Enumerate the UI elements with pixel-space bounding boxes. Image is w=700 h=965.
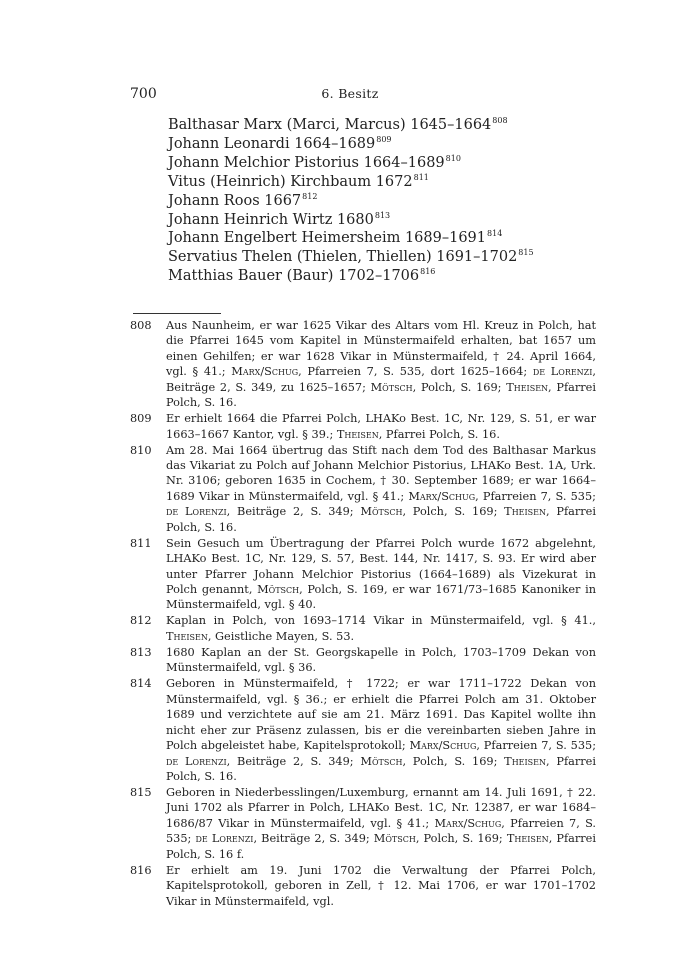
author-name: Mötsch xyxy=(373,832,416,846)
footnote-ref[interactable]: 810 xyxy=(445,153,461,163)
footnote-text xyxy=(166,785,596,862)
footnote-text xyxy=(166,536,596,613)
author-name: Mötsch xyxy=(370,380,413,394)
footnote-text xyxy=(166,318,596,410)
running-head: 6. Besitz xyxy=(321,86,379,101)
footnote-number: 808 xyxy=(130,319,152,332)
author-name: Theisen xyxy=(504,505,546,519)
author-name: Theisen xyxy=(336,427,379,441)
pastor-list xyxy=(168,116,534,286)
list-item-text: Johann Roos 1667 xyxy=(168,192,302,209)
author-name: Theisen xyxy=(166,629,208,643)
footnote-segment: , Polch, S. 169; xyxy=(412,380,507,394)
footnote xyxy=(128,536,596,613)
footnote-segment: , Pfarrei Polch, S. 16. xyxy=(166,505,596,534)
footnote-segment: Geboren in Münstermaifeld, † 1722; er war 1711–1722 Dekan von Münstermaifeld, vgl. § 36.; er erhielt die Pfarrei Polch am 31. Oktober 1689 und verzichtete auf sie am 21. März 1691. Das Kapitel wollte ihn nicht eher zur Präsenz zulassen, bis er die vereinbarten sieben Jahre in Polch abgeleistet habe, Kapitelsprotokoll; xyxy=(166,677,596,753)
footnote-text xyxy=(166,443,596,535)
footnote-segment: Am 28. Mai 1664 übertrug das Stift nach dem Tod des Balthasar Markus das Vikariat zu Polch auf Johann Melchior Pistorius, LHAKo Best. 1A, Urk. Nr. 3106; geboren 1635 in Cochem, † 30. September 1689; er war 1664–1689 Vikar in Münstermaifeld, vgl. § 41.; xyxy=(166,443,596,503)
footnote-segment: , Pfarreien 7, S. 535; xyxy=(475,489,596,503)
footnote-ref[interactable]: 808 xyxy=(492,116,508,125)
footnote-segment: Geboren in Niederbesslingen/Luxemburg, ernannt am 14. Juli 1691, † 22. Juni 1702 als Pfarrer in Polch, LHAKo Best. 1C, Nr. 12387, er war 1684–1686/87 Vikar in Münstermaifeld, vgl. § 41.; xyxy=(166,786,596,830)
footnote-number: 810 xyxy=(130,443,152,457)
list-item xyxy=(168,248,534,267)
footnote-segment: , Pfarrei Polch, S. 16. xyxy=(378,427,500,441)
list-item xyxy=(168,229,534,248)
footnote-segment: , Beiträge 2, S. 349, zu 1625–1657; xyxy=(166,365,596,394)
footnote-segment: , Beiträge 2, S. 349; xyxy=(226,754,361,768)
list-item xyxy=(168,267,534,286)
footnote-ref[interactable]: 814 xyxy=(487,229,503,239)
footnote-number: 813 xyxy=(130,645,152,659)
footnote-segment: , Polch, S. 169; xyxy=(402,754,505,768)
author-name: Marx/Schug xyxy=(434,816,502,830)
footnote-separator xyxy=(133,313,221,314)
footnotes xyxy=(128,318,596,910)
footnote-text xyxy=(166,613,596,644)
list-item-text: Johann Melchior Pistorius 1664–1689 xyxy=(168,154,445,171)
footnote-segment: Er erhielt 1664 die Pfarrei Polch, LHAKo Best. 1C, Nr. 129, S. 51, er war 1663–1667 Kantor, vgl. § 39.; xyxy=(166,412,596,441)
footnote-text xyxy=(166,645,596,676)
footnote-segment: , Beiträge 2, S. 349; xyxy=(226,505,361,519)
list-item xyxy=(168,211,534,230)
author-name: Marx/Schug xyxy=(408,489,476,503)
footnote-segment: 1680 Kaplan an der St. Georgskapelle in Polch, 1703–1709 Dekan von Münstermaifeld, vgl. § 36. xyxy=(166,645,596,675)
footnote xyxy=(128,411,596,442)
footnote-segment: , Pfarrei Polch, S. 16. xyxy=(166,380,596,410)
author-name: Theisen xyxy=(504,754,546,768)
footnote-number: 812 xyxy=(130,614,152,628)
author-name: de Lorenzi xyxy=(166,754,227,768)
list-item-text: Johann Leonardi 1664–1689 xyxy=(168,135,376,152)
author-name: Mötsch xyxy=(360,505,403,519)
footnote-segment: Sein Gesuch um Übertragung der Pfarrei Polch wurde 1672 abgelehnt, LHAKo Best. 1C, Nr. 129, S. 57, Best. 144, Nr. 1417, S. 93. Er wird aber unter Pfarrer Johann Melchior Pistorius (1664–1689) als Vizekurat in Polch genannt, xyxy=(166,536,596,596)
list-item xyxy=(168,173,534,192)
footnote-segment: Er erhielt am 19. Juni 1702 die Verwaltung der Pfarrei Polch, Kapitelsprotokoll, geboren in Zell, † 12. Mai 1706, er war 1701–1702 Vikar in Münstermaifeld, vgl. xyxy=(166,863,596,908)
list-item xyxy=(168,192,534,211)
list-item-text: Matthias Bauer (Baur) 1702–1706 xyxy=(168,268,420,285)
footnote-number: 814 xyxy=(130,677,152,691)
author-name: Marx/Schug xyxy=(409,739,477,753)
author-name: Marx/Schug xyxy=(231,365,299,379)
author-name: Theisen xyxy=(506,380,549,394)
footnote-ref[interactable]: 815 xyxy=(518,248,534,258)
footnote-number: 811 xyxy=(130,536,152,550)
footnote xyxy=(128,676,596,784)
author-name: de Lorenzi xyxy=(195,832,254,846)
footnote-ref[interactable]: 811 xyxy=(413,172,429,182)
footnote-text xyxy=(166,411,596,442)
footnote-segment: , Pfarreien 7, S. 535; xyxy=(166,816,596,846)
footnote xyxy=(128,645,596,676)
footnote xyxy=(128,785,596,862)
list-item xyxy=(168,154,534,173)
list-item-text: Johann Engelbert Heimersheim 1689–1691 xyxy=(168,230,487,247)
footnote-number: 816 xyxy=(130,863,152,877)
author-name: de Lorenzi xyxy=(532,365,593,379)
footnote-segment: , Beiträge 2, S. 349; xyxy=(253,832,374,846)
footnote-ref[interactable]: 816 xyxy=(420,267,436,277)
footnote-text xyxy=(166,863,596,909)
list-item xyxy=(168,116,534,135)
list-item-text: Johann Heinrich Wirtz 1680 xyxy=(168,211,374,228)
footnote-ref[interactable]: 812 xyxy=(302,191,318,201)
footnote-text xyxy=(166,676,596,784)
list-item-text: Balthasar Marx (Marci, Marcus) 1645–1664 xyxy=(168,117,492,133)
author-name: Mötsch xyxy=(257,582,300,596)
footnote-number: 809 xyxy=(130,412,152,426)
list-item-text: Vitus (Heinrich) Kirchbaum 1672 xyxy=(168,173,413,190)
footnote xyxy=(128,863,596,909)
footnote xyxy=(128,613,596,644)
footnote-segment: , Polch, S. 169; xyxy=(415,832,507,846)
footnote-number: 815 xyxy=(130,786,152,799)
footnote-segment: Kaplan in Polch, von 1693–1714 Vikar in Münstermaifeld, vgl. § 41., xyxy=(166,614,596,628)
page-number: 700 xyxy=(130,86,157,102)
footnote-segment: Aus Naunheim, er war 1625 Vikar des Altars vom Hl. Kreuz in Polch, hat die Pfarrei 1645 vom Kapitel in Münstermaifeld erhalten, bat 1657 um einen Gehilfen; er war 1628 Vikar in Münstermaifeld, † 24. April 1664, vgl. § 41.; xyxy=(166,319,596,379)
footnote-ref[interactable]: 813 xyxy=(374,210,391,220)
footnote xyxy=(128,318,596,410)
author-name: de Lorenzi xyxy=(166,505,227,519)
footnote xyxy=(128,443,596,535)
author-name: Mötsch xyxy=(360,754,403,768)
footnote-segment: , Pfarreien 7, S. 535; xyxy=(476,739,596,753)
footnote-ref[interactable]: 809 xyxy=(376,134,392,144)
footnote-segment: , Polch, S. 169; xyxy=(402,505,505,519)
footnote-segment: , Pfarreien 7, S. 535, dort 1625–1664; xyxy=(298,365,533,379)
footnote-segment: , Polch, S. 169, er war 1671/73–1685 Kanoniker in Münstermaifeld, vgl. § 40. xyxy=(166,582,596,612)
footnote-segment: , Pfarrei Polch, S. 16 f. xyxy=(166,832,596,861)
footnote-segment: , Pfarrei Polch, S. 16. xyxy=(166,754,596,783)
list-item-text: Servatius Thelen (Thielen, Thiellen) 1691–1702 xyxy=(168,249,518,266)
footnote-segment: , Geistliche Mayen, S. 53. xyxy=(207,629,355,643)
author-name: Theisen xyxy=(506,832,549,846)
list-item xyxy=(168,135,534,154)
